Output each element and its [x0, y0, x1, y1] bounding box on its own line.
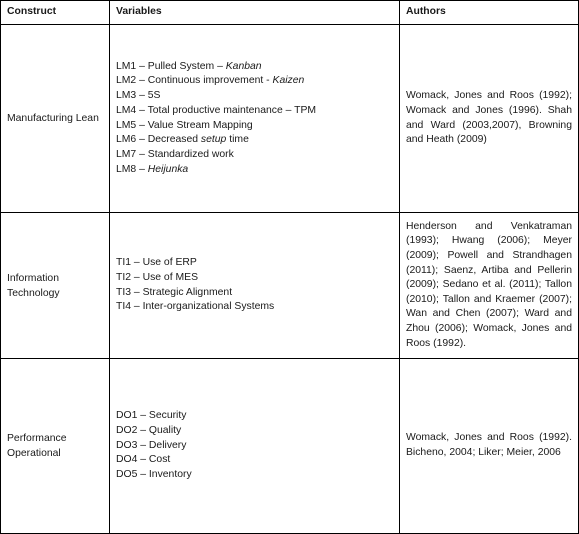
variable-item: TI3 – Strategic Alignment: [116, 286, 233, 298]
table-row: [1, 25, 579, 213]
variable-item: DO3 – Delivery: [116, 439, 187, 451]
construct-cell: Performance Operational: [1, 359, 110, 534]
construct-cell: Manufacturing Lean: [1, 25, 110, 213]
authors-cell: Henderson and Venkatraman (1993); Hwang (2006); Meyer (2009); Powell and Strandhagen (2011); Saenz, Artiba and Pellerin (2009); Sedano et al. (2011); Tallon (2010); Tallon and Kraemer (2007); Wan and Chen (2007); Ward and Zhou (2006); Womack, Jones and Roos (1992).: [400, 213, 579, 359]
variable-item: DO1 – Security: [116, 410, 187, 422]
header-authors: Authors: [400, 1, 579, 25]
variables-cell: [110, 213, 400, 359]
variable-item: DO4 – Cost: [116, 454, 171, 466]
table-row: [1, 213, 579, 359]
variable-item: LM7 – Standardized work: [116, 148, 234, 160]
variable-item: LM2 – Continuous improvement - Kaizen: [116, 75, 305, 87]
variable-item: TI1 – Use of ERP: [116, 257, 197, 269]
variable-item: LM4 – Total productive maintenance – TPM: [116, 104, 317, 116]
header-row: [1, 1, 579, 25]
variables-cell: [110, 359, 400, 534]
variable-item: TI2 – Use of MES: [116, 271, 198, 283]
variable-item: LM6 – Decreased setup time: [116, 134, 249, 146]
variable-item: DO5 – Inventory: [116, 469, 192, 481]
variable-item: DO2 – Quality: [116, 424, 182, 436]
header-construct: Construct: [1, 1, 110, 25]
variable-item: LM8 – Heijunka: [116, 163, 189, 175]
variable-item: TI4 – Inter-organizational Systems: [116, 301, 275, 313]
table-row: [1, 359, 579, 534]
variable-item: LM1 – Pulled System – Kanban: [116, 60, 262, 72]
variables-cell: [110, 25, 400, 213]
variable-item: LM3 – 5S: [116, 90, 161, 102]
authors-cell: Womack, Jones and Roos (1992). Bicheno, 2004; Liker; Meier, 2006: [400, 359, 579, 534]
construct-cell: Information Technology: [1, 213, 110, 359]
header-variables: Variables: [110, 1, 400, 25]
variable-item: LM5 – Value Stream Mapping: [116, 119, 253, 131]
authors-cell: Womack, Jones and Roos (1992); Womack and Jones (1996). Shah and Ward (2003,2007), Browning and Heath (2009): [400, 25, 579, 213]
